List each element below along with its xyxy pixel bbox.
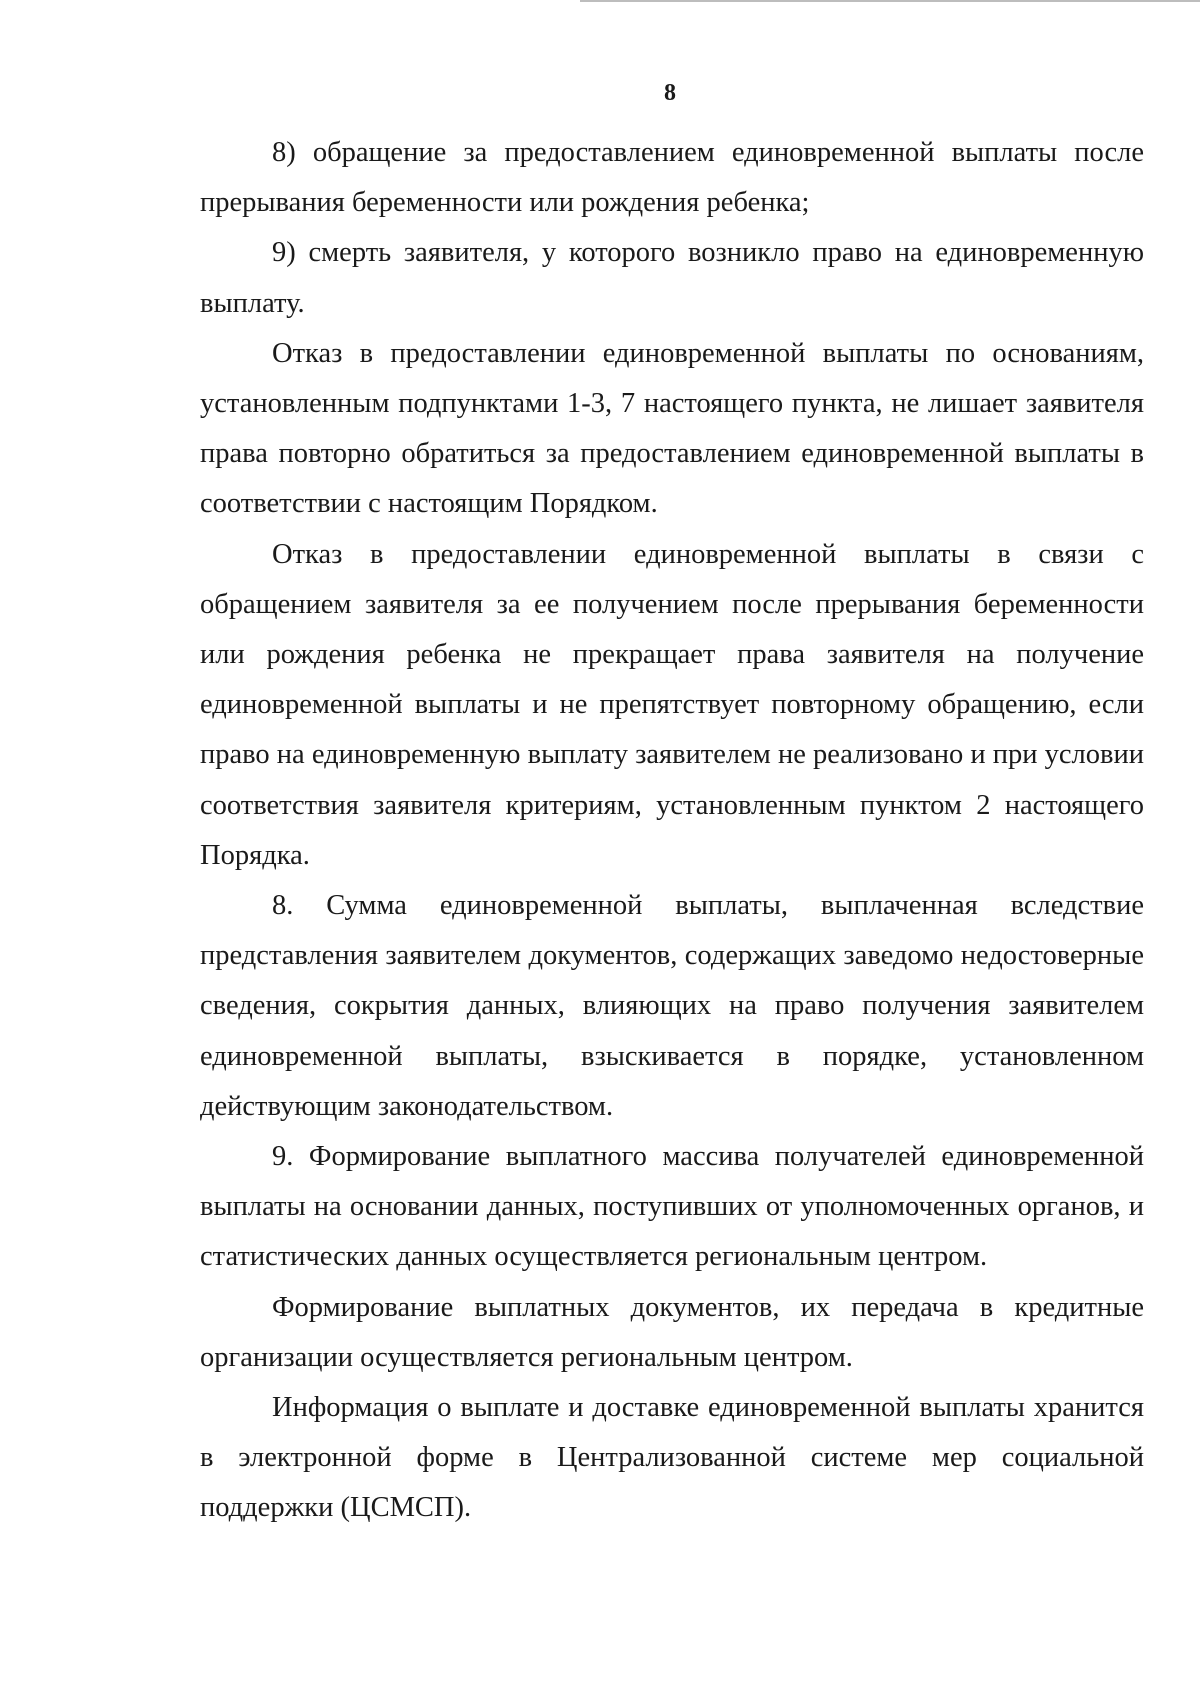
paragraph-information-storage: Информация о выплате и доставке единовременной выплаты хранится в электронной форме в Централизованной системе мер социальной поддержки (ЦСМСП).	[200, 1392, 1144, 1524]
paragraph-clause-9: 9. Формирование выплатного массива получателей единовременной выплаты на основании данных, поступивших от уполномоченных органов, и статистических данных осуществляется региональным центром.	[200, 1141, 1144, 1273]
page-number: 8	[664, 80, 676, 106]
paragraph-clause-8: 8. Сумма единовременной выплаты, выплаченная вследствие представления заявителем документов, содержащих заведомо недостоверные сведения, сокрытия данных, влияющих на право получения заявителем единовременной выплаты, взыскивается в порядке, установленном действующим законодательством.	[200, 890, 1144, 1122]
paragraph-item-8: 8) обращение за предоставлением единовременной выплаты после прерывания беременности или рождения ребенка;	[200, 137, 1144, 219]
scan-edge-line	[580, 0, 1200, 2]
paragraph-refusal-pregnancy: Отказ в предоставлении единовременной выплаты в связи с обращением заявителя за ее получением после прерывания беременности или рождения ребенка не прекращает права заявителя на получение единовременной выплаты и не препятствует повторному обращению, если право на единовременную выплату заявителем не реализовано и при условии соответствия заявителя критериям, установленным пунктом 2 настоящего Порядка.	[200, 538, 1144, 871]
document-body	[200, 128, 1144, 1534]
paragraph-refusal-grounds: Отказ в предоставлении единовременной выплаты по основаниям, установленным подпунктами 1-3, 7 настоящего пункта, не лишает заявителя права повторно обратиться за предоставлением единовременной выплаты в соответствии с настоящим Порядком.	[200, 337, 1144, 520]
paragraph-item-9: 9) смерть заявителя, у которого возникло право на единовременную выплату.	[200, 237, 1144, 319]
paragraph-payment-documents: Формирование выплатных документов, их передача в кредитные организации осуществляется региональным центром.	[200, 1291, 1144, 1373]
